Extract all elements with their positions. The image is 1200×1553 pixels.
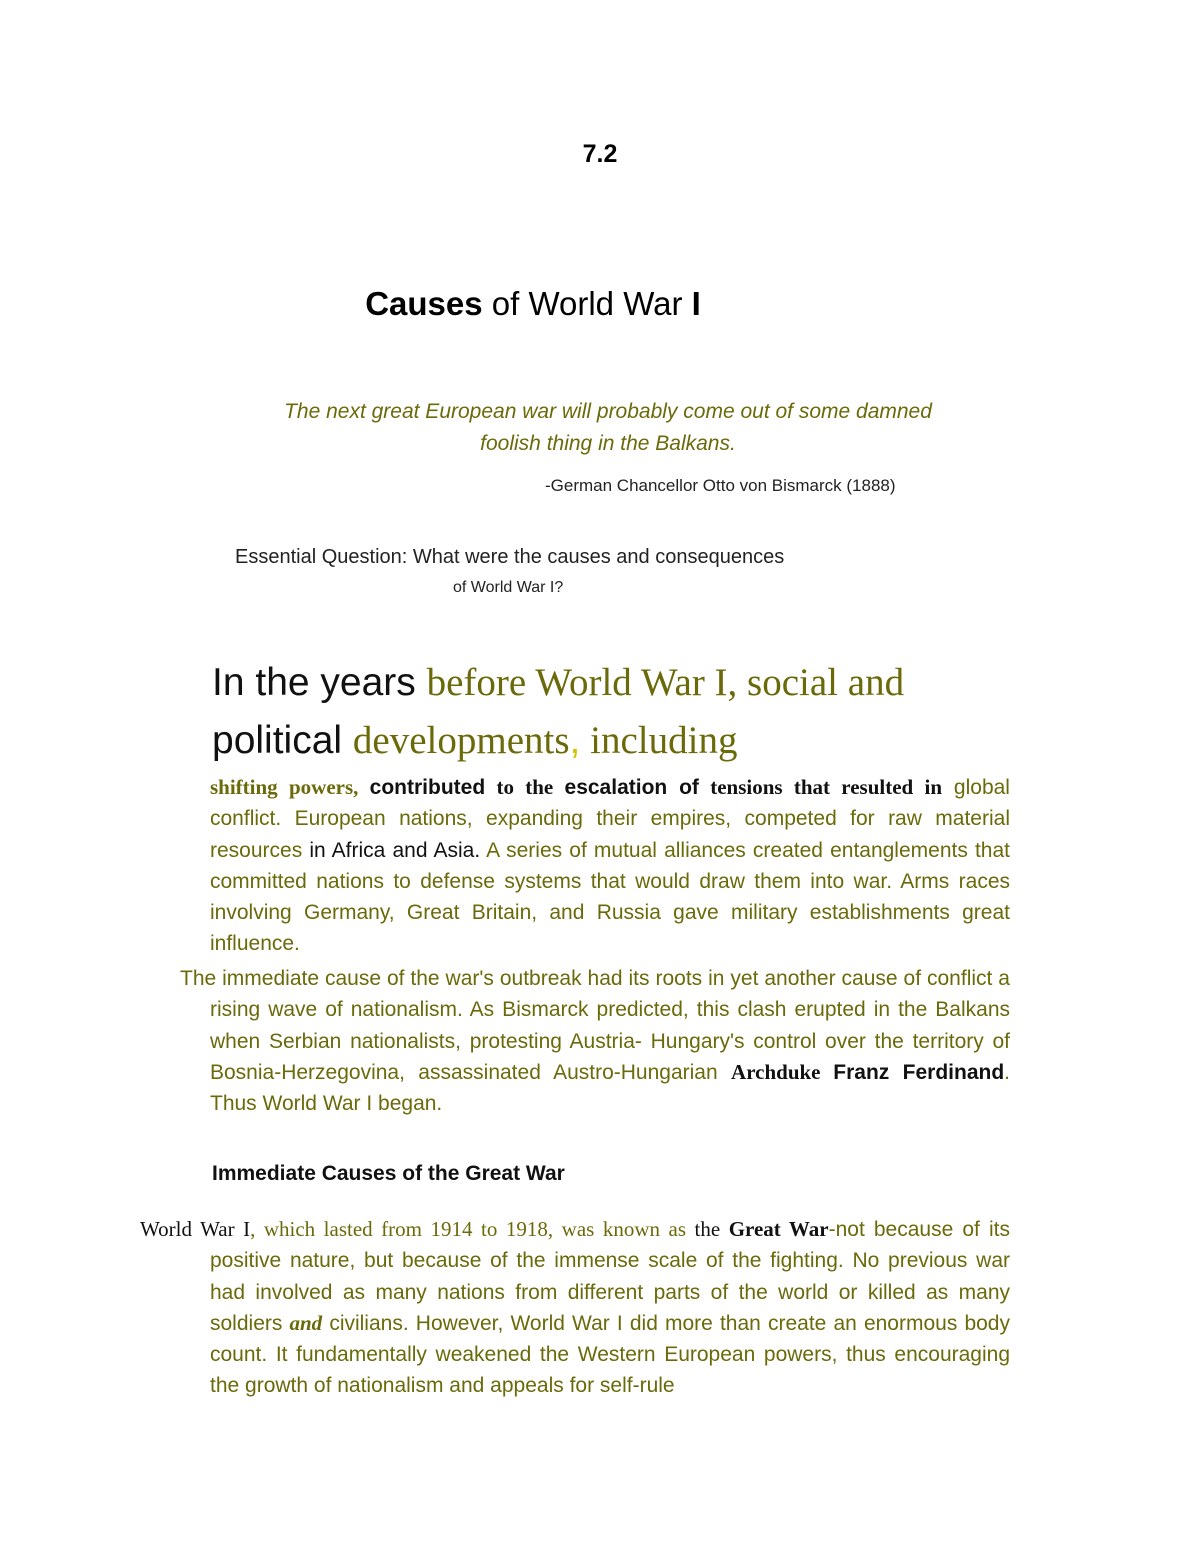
- paragraph-3-part-2: , which lasted from 1914 to 1918, was known as: [250, 1217, 695, 1241]
- paragraph-2-part-3: Franz Ferdinand: [833, 1060, 1005, 1084]
- paragraph-3-part-6: and: [289, 1310, 323, 1335]
- paragraph-1-part-1: shifting powers,: [210, 775, 370, 799]
- essential-question-line-1: Essential Question: What were the causes and consequences: [235, 546, 785, 568]
- paragraph-3-part-1: World War I: [140, 1217, 251, 1241]
- paragraph-2-part-2: Archduke: [731, 1059, 834, 1084]
- title-bold-part: Causes: [365, 285, 483, 322]
- lead-line-1-part-2: before World War I: [426, 661, 728, 704]
- quote-line-1: The next great European war will probably come out of some damned: [284, 400, 932, 423]
- paragraph-2: [180, 963, 1010, 1119]
- paragraph-3-part-5: -not because of its positive nature, but because of the immense scale of the fighting. No previous war had involved as many nations from different parts of the world or killed as many soldiers: [210, 1218, 1010, 1335]
- title-rest: of World War: [482, 285, 692, 322]
- lead-line-2-part-1: political: [212, 719, 353, 762]
- lead-line-2-part-3: including: [580, 719, 738, 762]
- lead-line-2-comma: ,: [569, 719, 581, 762]
- lead-line-1: [212, 660, 904, 705]
- paragraph-1-part-6: global conflict. European nations, expanding their empires, competed for raw material resources: [210, 776, 1010, 862]
- lead-line-2: [212, 718, 737, 763]
- paragraph-1-part-3: to the: [485, 775, 565, 799]
- page-title: [0, 285, 1066, 323]
- quote-attribution: -German Chancellor Otto von Bismarck (1888): [545, 476, 896, 495]
- section-heading: Immediate Causes of the Great War: [212, 1162, 565, 1185]
- paragraph-3-part-3: the: [694, 1217, 729, 1241]
- paragraph-1-part-4: escalation of: [564, 776, 699, 799]
- title-numeral: I: [691, 285, 701, 322]
- paragraph-1-part-5: tensions that resulted in: [698, 775, 943, 799]
- paragraph-1: [210, 772, 1010, 960]
- essential-question-line-2: of World War I?: [453, 579, 564, 596]
- paragraph-2-part-1: The immediate cause of the war's outbreak had its roots in yet another cause of conflict a rising wave of nationalism. As Bismarck predicted, this clash erupted in the Balkans when Serbian nationalists, protesting Austria- Hungary's control over the territory of Bosnia-Herzegovina, assassinated Austro-Hungarian: [180, 967, 1010, 1084]
- paragraph-1-part-2: contributed: [369, 776, 486, 799]
- lead-line-1-part-3: , social and: [727, 661, 905, 704]
- paragraph-3: [140, 1214, 1010, 1402]
- quote-line-2: foolish thing in the Balkans.: [480, 432, 736, 455]
- lead-line-1-part-1: In the years: [212, 661, 427, 704]
- lead-line-2-part-2: developments: [352, 719, 570, 762]
- paragraph-2-part-4: . Thus World War I began.: [210, 1060, 1010, 1116]
- section-number: 7.2: [582, 140, 618, 168]
- paragraph-1-part-8: A series of mutual alliances created entanglements that committed nations to defense systems that would draw them into war. Arms races involving Germany, Great Britain, and Russia gave military establishments great influence.: [210, 838, 1010, 956]
- paragraph-1-part-7: in Africa and Asia.: [309, 838, 481, 862]
- paragraph-3-part-4: Great War: [728, 1217, 829, 1241]
- paragraph-3-part-7: civilians. However, World War I did more than create an enormous body count. It fundamentally weakened the Western European powers, thus encouraging the growth of nationalism and appeals for self-rule: [210, 1311, 1010, 1398]
